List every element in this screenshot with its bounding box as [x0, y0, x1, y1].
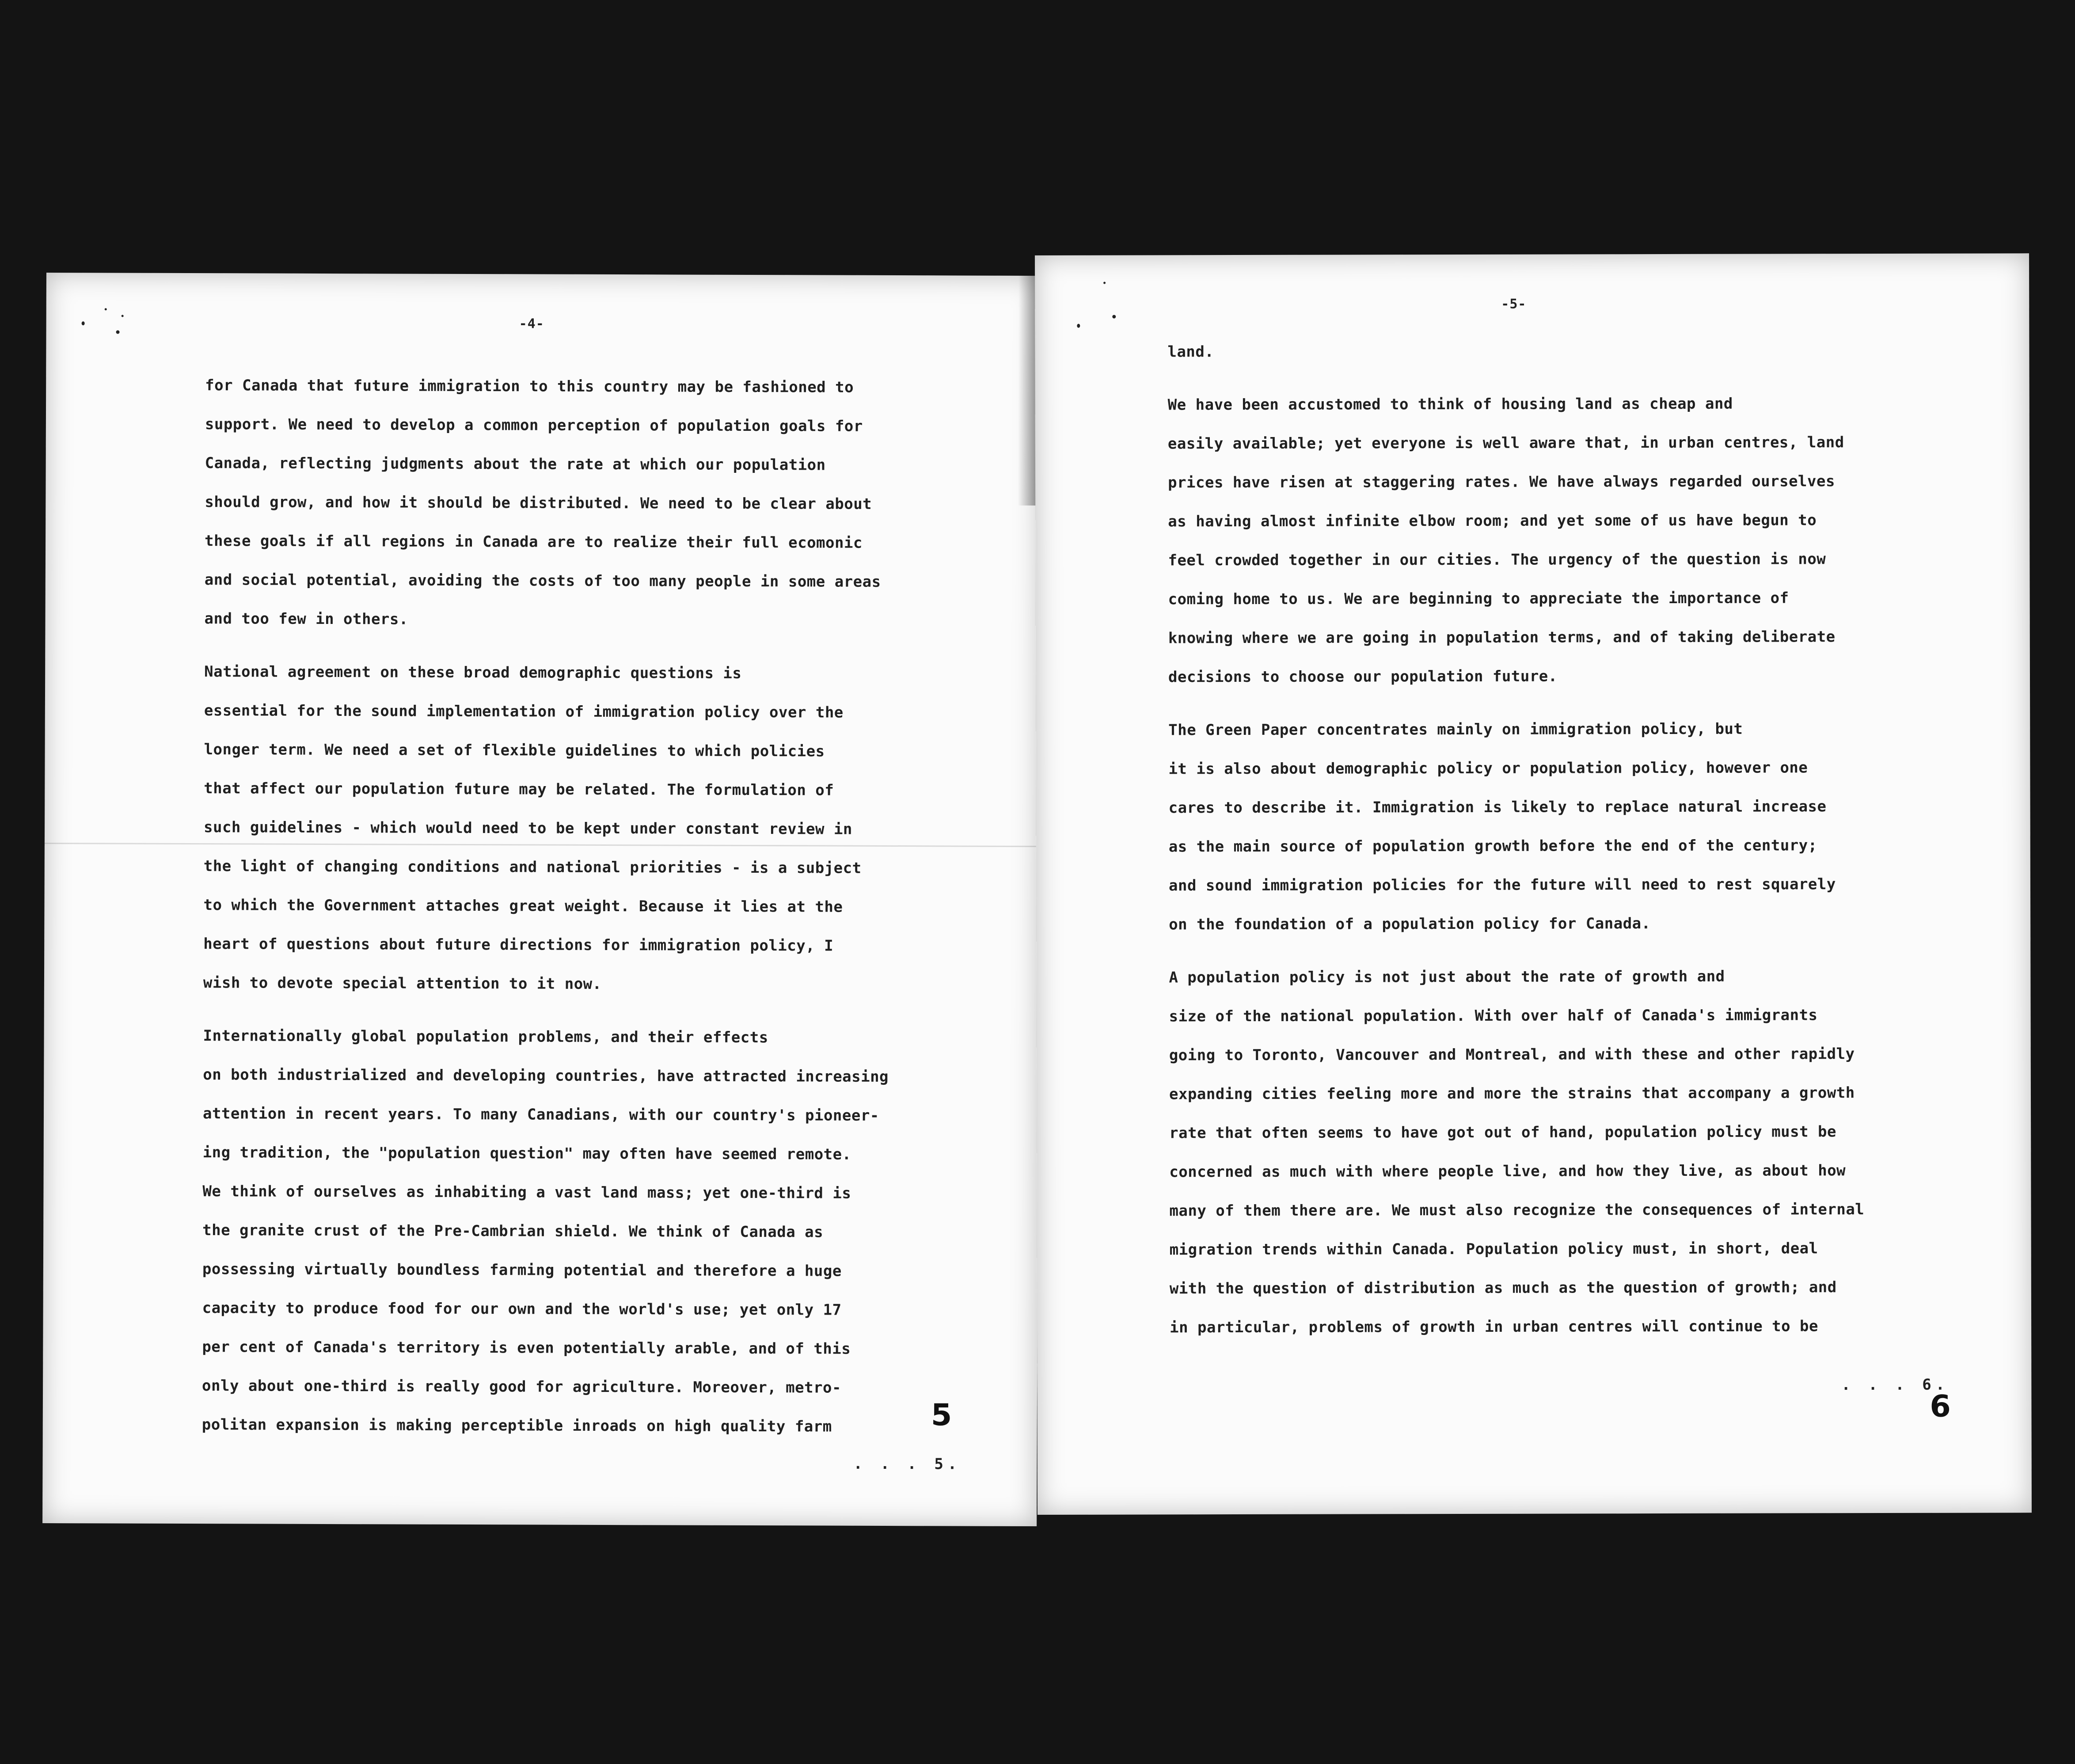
- speck: [105, 308, 107, 310]
- speck: [1077, 324, 1080, 328]
- speck: [116, 330, 120, 334]
- page-number: -4-: [519, 316, 544, 332]
- paragraph: The Green Paper concentrates mainly on immigration policy, but it is also about demographic policy or population policy, however one cares to describe it. Immigration is likely to replace natural increase as the main source of population growth before the end of the century; and sound immigration policies for the future will need to rest squarely on the foundation of a population policy for Canada.: [1168, 720, 1836, 934]
- page-stamp: 5: [931, 1398, 952, 1433]
- paragraph: land.: [1167, 343, 1214, 361]
- continuation-marker: . . . 5.: [853, 1455, 961, 1473]
- ink-specks: [1066, 273, 1119, 317]
- body-text: [1167, 331, 1947, 1361]
- speck: [1103, 282, 1106, 284]
- speck: [122, 315, 124, 317]
- paragraph: National agreement on these broad demographic questions is essential for the sound implementation of immigration policy over the longer term. We need a set of flexible guidelines to which policies that affect our population future may be related. The formulation of such guidelines - which would need to be kept under constant review in the light of changing conditions and national priorities - is a subject to which the Government attaches great weight. Because it lies at the heart of questions about future directions for immigration policy, I wish to devote special attention to it now.: [203, 663, 862, 993]
- left-page: [42, 273, 1041, 1526]
- ink-specks: [77, 290, 130, 335]
- paragraph: We have been accustomed to think of housing land as cheap and easily available; yet everyone is well aware that, in urban centres, land prices have risen at staggering rates. We have always regarded ourselves as having almost infinite elbow room; and yet some of us have begun to feel crowded together in our cities. The urgency of the question is now coming home to us. We are beginning to appreciate the importance of knowing where we are going in population terms, and of taking deliberate decisions to choose our population future.: [1167, 395, 1844, 686]
- continuation-marker: . . . 6.: [1841, 1376, 1950, 1394]
- body-text: [202, 366, 983, 1461]
- paragraph: for Canada that future immigration to this country may be fashioned to support. We need to develop a common perception of population goals for Canada, reflecting judgments about the rate at which our population should grow, and how it should be distributed. We need to be clear about these goals if all regions in Canada are to realize their full ecomonic and social potential, avoiding the costs of too many people in some areas and too few in others.: [204, 376, 881, 628]
- paragraph: A population policy is not just about the rate of growth and size of the national population. With over half of Canada's immigrants going to Toronto, Vancouver and Montreal, and with these and other rapidly expanding cities feeling more and more the strains that accompany a growth rate that often seems to have got out of hand, population policy must be concerned as much with where people live, and how they live, as about how many of them there are. We must also recognize the consequences of internal migration trends within Canada. Population policy must, in short, deal with the question of distribution as much as the question of growth; and in particular, problems of growth in urban centres will continue to be: [1169, 967, 1865, 1337]
- page-number: -5-: [1501, 296, 1527, 312]
- page-stamp: 6: [1930, 1389, 1951, 1424]
- paragraph: Internationally global population problems, and their effects on both industrialized and developing countries, have attracted increasing attention in recent years. To many Canadians, with our country's pioneer- ing tradition, the "population question" may often have seemed remote. We think of ourselves as inhabiting a vast land mass; yet one-third is the granite crust of the Pre-Cambrian shield. We think of Canada as possessing virtually boundless farming potential and therefore a huge capacity to produce food for our own and the world's use; yet only 17 per cent of Canada's territory is even potentially arable, and of this only about one-third is really good for agriculture. Moreover, metro- politan expansion is making perceptible inroads on high quality farm: [201, 1027, 889, 1436]
- speck: [1112, 315, 1116, 319]
- speck: [82, 321, 85, 325]
- right-page: [1035, 253, 2032, 1515]
